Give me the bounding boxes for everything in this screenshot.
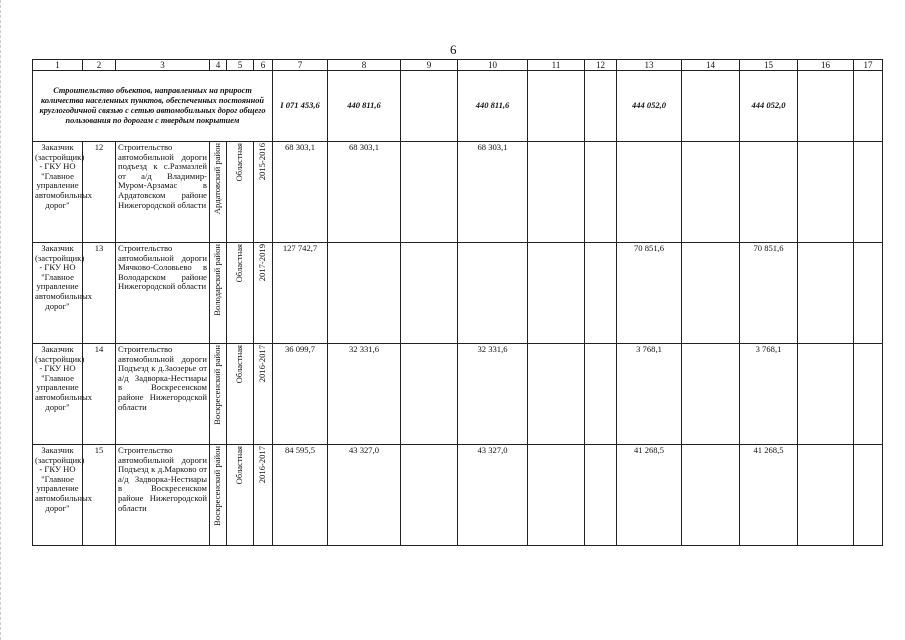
client-cell: Заказчик (застройщик) - ГКУ НО "Главное управление автомобильных дорог" xyxy=(33,445,83,546)
value-cell: 84 595,5 xyxy=(273,445,328,546)
value-cell: 36 099,7 xyxy=(273,344,328,445)
column-number-cell: 4 xyxy=(210,60,227,71)
value-cell: 127 742,7 xyxy=(273,243,328,344)
column-number-cell: 10 xyxy=(458,60,528,71)
period-cell xyxy=(254,445,273,546)
ownership-cell xyxy=(227,142,254,243)
value-cell xyxy=(617,142,682,243)
column-number-cell: 9 xyxy=(401,60,458,71)
table-row xyxy=(33,142,883,243)
row-index-cell: 13 xyxy=(83,243,116,344)
summary-value-cell xyxy=(528,71,585,142)
value-cell xyxy=(585,344,617,445)
value-cell xyxy=(401,445,458,546)
period-cell xyxy=(254,142,273,243)
table-row xyxy=(33,344,883,445)
period-cell-text: 2015-2016 xyxy=(257,143,268,181)
value-cell xyxy=(328,243,401,344)
period-cell-text: 2016-2017 xyxy=(257,446,268,484)
column-number-cell: 16 xyxy=(798,60,854,71)
client-cell: Заказчик (застройщик) - ГКУ НО "Главное управление автомобильных дорог" xyxy=(33,142,83,243)
summary-value-cell xyxy=(854,71,883,142)
ownership-cell-text: Областная xyxy=(234,345,245,384)
period-cell xyxy=(254,243,273,344)
ownership-cell-text: Областная xyxy=(234,143,245,182)
object-name-cell: Строительство автомобильной дороги Подъезд к д.Заозерье от а/д Задворка-Нестиары в Воскресенском районе Нижегородской области xyxy=(116,344,210,445)
value-cell xyxy=(854,142,883,243)
value-cell xyxy=(585,445,617,546)
summary-row xyxy=(33,71,883,142)
column-number-cell: 14 xyxy=(682,60,740,71)
value-cell xyxy=(528,344,585,445)
value-cell: 41 268,5 xyxy=(740,445,798,546)
value-cell: 70 851,6 xyxy=(617,243,682,344)
object-name-cell: Строительство автомобильной дороги Мячково-Соловьево в Володарском районе Нижегородской области xyxy=(116,243,210,344)
column-number-row xyxy=(33,60,883,71)
column-number-cell: 2 xyxy=(83,60,116,71)
value-cell xyxy=(682,243,740,344)
ownership-cell xyxy=(227,445,254,546)
client-cell: Заказчик (застройщик) - ГКУ НО "Главное управление автомобильных дорог" xyxy=(33,344,83,445)
value-cell xyxy=(854,344,883,445)
page-margin-line xyxy=(0,0,2,640)
ownership-cell xyxy=(227,344,254,445)
summary-value-cell xyxy=(798,71,854,142)
value-cell xyxy=(682,142,740,243)
value-cell: 43 327,0 xyxy=(328,445,401,546)
column-number-cell: 11 xyxy=(528,60,585,71)
row-index-cell: 12 xyxy=(83,142,116,243)
row-index-cell: 14 xyxy=(83,344,116,445)
value-cell: 68 303,1 xyxy=(458,142,528,243)
value-cell: 68 303,1 xyxy=(273,142,328,243)
client-cell: Заказчик (застройщик) - ГКУ НО "Главное управление автомобильных дорог" xyxy=(33,243,83,344)
summary-value-cell: 444 052,0 xyxy=(740,71,798,142)
value-cell xyxy=(798,344,854,445)
district-cell xyxy=(210,445,227,546)
district-cell xyxy=(210,142,227,243)
district-cell-text: Ардатовский район xyxy=(212,143,223,215)
value-cell xyxy=(528,445,585,546)
row-index-cell: 15 xyxy=(83,445,116,546)
value-cell: 70 851,6 xyxy=(740,243,798,344)
district-cell xyxy=(210,243,227,344)
value-cell: 32 331,6 xyxy=(458,344,528,445)
value-cell xyxy=(854,243,883,344)
value-cell xyxy=(682,344,740,445)
column-number-cell: 17 xyxy=(854,60,883,71)
summary-value-cell: 440 811,6 xyxy=(458,71,528,142)
ownership-cell-text: Областная xyxy=(234,446,245,485)
value-cell xyxy=(401,344,458,445)
period-cell-text: 2017-2019 xyxy=(257,244,268,282)
column-number-cell: 6 xyxy=(254,60,273,71)
data-table xyxy=(32,59,883,546)
ownership-cell xyxy=(227,243,254,344)
value-cell: 3 768,1 xyxy=(740,344,798,445)
period-cell-text: 2016-2017 xyxy=(257,345,268,383)
column-number-cell: 7 xyxy=(273,60,328,71)
column-number-cell: 5 xyxy=(227,60,254,71)
value-cell xyxy=(798,142,854,243)
value-cell: 32 331,6 xyxy=(328,344,401,445)
value-cell xyxy=(528,142,585,243)
table-row xyxy=(33,445,883,546)
district-cell-text: Володарский район xyxy=(212,244,223,316)
value-cell xyxy=(798,243,854,344)
value-cell: 68 303,1 xyxy=(328,142,401,243)
value-cell xyxy=(458,243,528,344)
column-number-cell: 3 xyxy=(116,60,210,71)
summary-value-cell xyxy=(682,71,740,142)
summary-title: Строительство объектов, направленных на прирост количества населенных пунктов, обеспеченных постоянной круглогодичной связью с сетью автомобильных дорог общего пользования по дорогам с твердым покрытием xyxy=(33,71,273,142)
summary-value-cell xyxy=(585,71,617,142)
value-cell xyxy=(585,142,617,243)
district-cell-text: Воскресенский район xyxy=(212,345,223,425)
value-cell xyxy=(585,243,617,344)
period-cell xyxy=(254,344,273,445)
summary-value-cell: I 071 453,6 xyxy=(273,71,328,142)
column-number-cell: 12 xyxy=(585,60,617,71)
value-cell: 41 268,5 xyxy=(617,445,682,546)
column-number-cell: 1 xyxy=(33,60,83,71)
column-number-cell: 13 xyxy=(617,60,682,71)
page-number: 6 xyxy=(450,42,457,57)
district-cell-text: Воскресенский район xyxy=(212,446,223,526)
column-number-cell: 8 xyxy=(328,60,401,71)
object-name-cell: Строительство автомобильной дороги подъезд к с.Размазлей от а/д Владимир-Муром-Арзамас в Ардатовском районе Нижегородской области xyxy=(116,142,210,243)
value-cell xyxy=(854,445,883,546)
value-cell xyxy=(401,243,458,344)
summary-value-cell xyxy=(401,71,458,142)
value-cell xyxy=(740,142,798,243)
object-name-cell: Строительство автомобильной дороги Подъезд к д.Марково от а/д Задворка-Нестиары в Воскресенском районе Нижегородской области xyxy=(116,445,210,546)
value-cell xyxy=(401,142,458,243)
summary-value-cell: 444 052,0 xyxy=(617,71,682,142)
value-cell xyxy=(682,445,740,546)
district-cell xyxy=(210,344,227,445)
value-cell xyxy=(528,243,585,344)
value-cell: 43 327,0 xyxy=(458,445,528,546)
column-number-cell: 15 xyxy=(740,60,798,71)
table-row xyxy=(33,243,883,344)
ownership-cell-text: Областная xyxy=(234,244,245,283)
value-cell xyxy=(798,445,854,546)
summary-value-cell: 440 811,6 xyxy=(328,71,401,142)
value-cell: 3 768,1 xyxy=(617,344,682,445)
